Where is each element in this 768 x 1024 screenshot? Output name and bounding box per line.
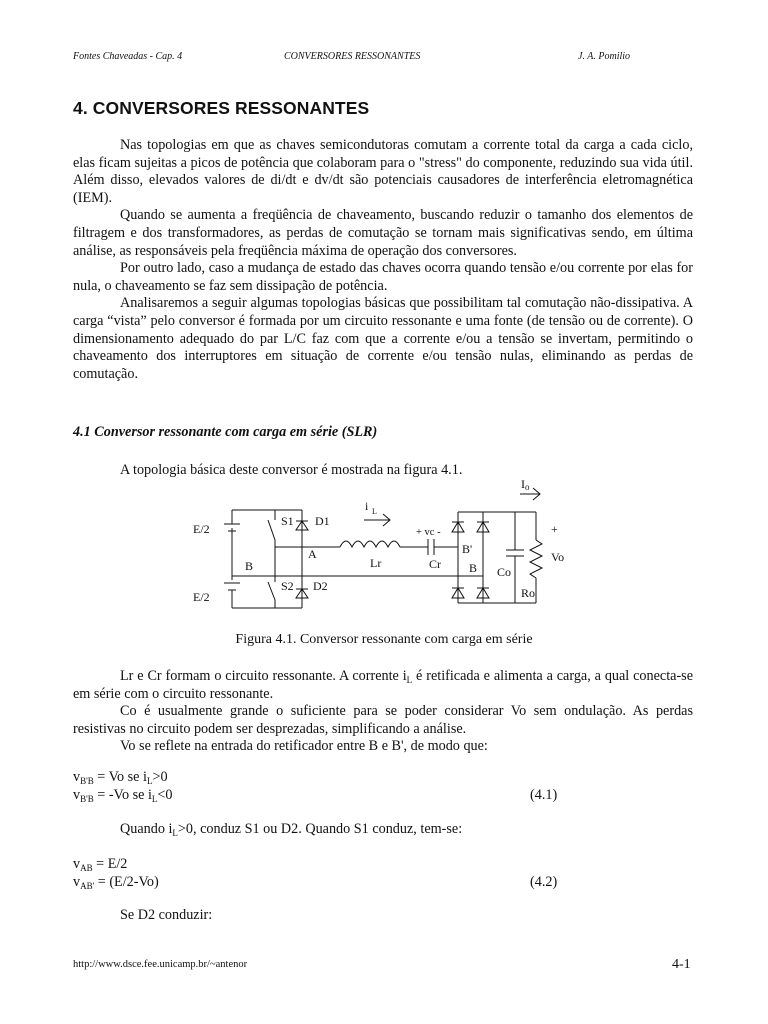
paragraph: Vo se reflete na entrada do retificador entre B e B', de modo que: — [120, 738, 488, 755]
paragraph: Analisaremos a seguir algumas topologias básicas que possibilitam tal comutação não-dissipativa. A carga “vista” pelo conversor é formada por um circuito ressonante e uma fonte (de tensão ou de corrente). O dimensionamento adequado do par L/C faz com que a corrente e/ou a tensão se invertam, permitindo o chaveamento dos interruptores em situação de corrente e/ou tensão nulas, eliminando as perdas de comutação. — [73, 295, 693, 382]
footer-url: http://www.dsce.fee.unicamp.br/~antenor — [73, 959, 248, 970]
label-lr: Lr — [370, 556, 382, 570]
figure-caption: Figura 4.1. Conversor ressonante com carga em série — [235, 632, 533, 647]
label-io: I — [521, 477, 525, 491]
header-author: J. A. Pomilio — [578, 51, 631, 62]
equation-4-2-line1: $v_{AB} = E/2$ — [73, 856, 128, 873]
label-vc: + vc - — [416, 527, 441, 538]
label-il-sub: L — [372, 507, 377, 516]
paragraph: Nas topologias em que as chaves semicondutoras comutam a corrente total da carga a cada ciclo, elas ficam sujeitas a picos de potência que colaboram para o "stress" do componente, reduzindo sua vida útil. Além disso, elevados valores de di/dt e dv/dt são potenciais causadores de interferência eletromagnética (IEM). — [73, 137, 693, 206]
equation-4-1-line1: $v_{B'B} = Vo$ se $i_L>0$ — [73, 769, 168, 786]
circuit-diagram — [0, 470, 768, 620]
switch-s1 — [268, 520, 275, 540]
label-co: Co — [497, 565, 512, 579]
switch-s2 — [268, 582, 275, 600]
label-node-b-left: B — [245, 559, 254, 573]
paragraph: Quando se aumenta a freqüência de chaveamento, buscando reduzir o tamanho dos elementos de filtragem e dos transformadores, as perdas de comutação se tornam mais significativas sendo, em última análise, as responsáveis pela freqüência máxima de operação dos conversores. — [73, 207, 693, 259]
label-d1: D1 — [315, 514, 330, 528]
label-e2-top: E/2 — [193, 522, 210, 536]
figure-intro: A topologia básica deste conversor é mostrada na figura 4.1. — [120, 462, 463, 478]
label-node-a: A — [308, 547, 317, 561]
paragraph: Por outro lado, caso a mudança de estado das chaves ocorra quando tensão e/ou corrente por elas for nula, o chaveamento se faz sem dissipação de potência. — [73, 260, 693, 294]
equation-number-4-1: (4.1) — [530, 787, 558, 803]
paragraph: Co é usualmente grande o suficiente para se poder considerar Vo sem ondulação. As perdas resistivas no circuito podem ser desprezadas, simplificando a análise. — [73, 703, 693, 737]
section-title: 4.1 Conversor ressonante com carga em série (SLR) — [73, 424, 378, 440]
label-il: i — [365, 499, 369, 513]
header-chapter: Fontes Chaveadas - Cap. 4 — [73, 51, 183, 62]
paragraph: Lr e Cr formam o circuito ressonante. A corrente $i_L$ é retificada e alimenta a carga, a qual conecta-se em série com o circuito ressonante. — [73, 668, 693, 702]
condition-text-2: Se D2 conduzir: — [120, 907, 213, 923]
label-cr: Cr — [429, 557, 441, 571]
label-vo: Vo — [551, 550, 565, 564]
inductor-lr — [340, 541, 400, 547]
chapter-title: 4. CONVERSORES RESSONANTES — [73, 98, 370, 118]
equation-4-1-line2: $v_{B'B} = -Vo$ se $i_L<0$ — [73, 787, 173, 804]
equation-4-2-line2: $v_{AB'} = (E/2-Vo)$ — [73, 874, 159, 891]
label-node-bp: B' — [462, 542, 473, 556]
label-io-sub: o — [525, 482, 530, 492]
equation-number-4-2: (4.2) — [530, 874, 558, 890]
after-figure-text — [73, 668, 693, 756]
label-s2: S2 — [281, 579, 294, 593]
label-s1: S1 — [281, 514, 294, 528]
label-node-b-right: B — [469, 561, 478, 575]
page-number: 4-1 — [672, 957, 691, 972]
resistor-ro — [530, 540, 542, 578]
label-ro: Ro — [521, 586, 536, 600]
header-title: CONVERSORES RESSONANTES — [284, 51, 421, 62]
label-d2: D2 — [313, 579, 328, 593]
label-plus: + — [551, 522, 558, 536]
label-e2-bottom: E/2 — [193, 590, 210, 604]
condition-text-1: Quando $i_L>0$, conduz S1 ou D2. Quando S1 conduz, tem-se: — [120, 821, 463, 838]
intro-text — [73, 137, 693, 383]
